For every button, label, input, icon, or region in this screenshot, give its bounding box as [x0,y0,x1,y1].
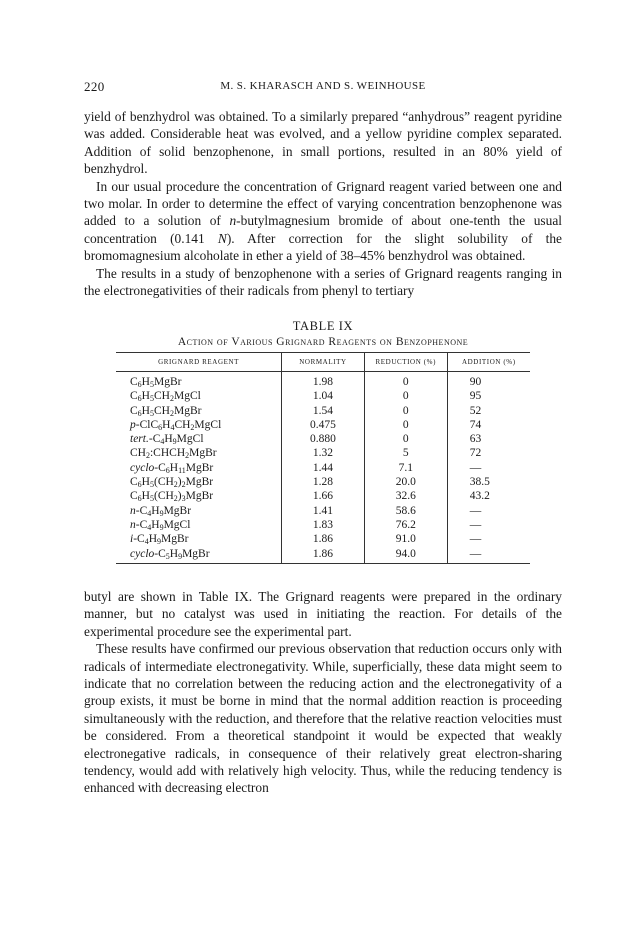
table-row [116,504,530,518]
page-number: 220 [84,79,105,94]
results-table [116,352,530,564]
normality-cell: 1.32 [282,446,365,460]
table-row [116,547,530,564]
paragraph: butyl are shown in Table IX. The Grignard reagents were prepared in the ordinary manner, but no catalyst was used in initiating the reaction. For details of the experimental procedure see the experimental part. [84,589,562,639]
reduction-cell: 76.2 [364,518,447,532]
table-row [116,446,530,460]
reagent-cell: $C_6H_5(CH_2)_2MgBr$ [130,476,214,490]
reagent-cell: $tert.-C_4H_9MgCl$ [130,433,204,447]
table-row [116,418,530,432]
addition-cell: — [447,461,530,475]
reduction-cell: 91.0 [364,532,447,546]
addition-cell: 95 [447,389,530,403]
addition-cell: — [447,504,530,518]
table-row [116,372,530,390]
table-row [116,389,530,403]
reagent-cell: cyclo-$C_6H_{11}MgBr$ [130,461,214,475]
reagent-cell: $C_6H_5(CH_2)_3MgBr$ [130,490,214,504]
reduction-cell: 58.6 [364,504,447,518]
reagent-cell: $C_6H_5CH_2MgCl$ [130,390,201,404]
paragraph: These results have confirmed our previous observation that reduction occurs only with radicals of intermediate electronegativity. While, superficially, these data might seem to indicate that no correlation between the reducing action and the electronegativity of a group exists, it must be borne in mind that the normal addition reaction is proceeding simultaneously with the reduction, and therefore that the relative reaction velocities must be considered. From a theoretical standpoint it would be expected that weakly electronegative radicals, in consequence of their relatively great electron-sharing tendency, would add with relatively high velocity. Thus, while the reducing tendency is enhanced with decreasing electron [84,641,562,796]
column-header: GRIGNARD REAGENT [116,353,282,372]
reagent-cell: $n-C_4H_9MgBr$ [130,504,192,518]
addition-cell: 43.2 [447,489,530,503]
normality-cell: 1.54 [282,404,365,418]
normality-cell: 1.86 [282,547,365,564]
addition-cell: — [447,532,530,546]
table-row [116,475,530,489]
normality-cell: 1.41 [282,504,365,518]
normality-cell: 1.83 [282,518,365,532]
normality-cell: 1.44 [282,461,365,475]
normality-cell: 1.98 [282,372,365,390]
table-row [116,532,530,546]
table-number: TABLE IX [292,319,354,333]
reagent-cell: cyclo-$C_5H_9MgBr$ [116,547,282,564]
addition-cell: — [447,547,530,564]
paragraph: In our usual procedure the concentration of Grignard reagent varied between one and two molar. In order to determine the effect of varying concentration benzophenone was added to a solution of n-butylmagnesium bromide of about one-tenth the usual concentration (0.141 N). After correction for the slight solubility of the bromomagnesium alcoholate in ether a yield of 38–45% benzhydrol was obtained. [84,178,562,264]
normality-cell: 1.86 [282,532,365,546]
reduction-cell: 5 [364,446,447,460]
normality-cell: 1.28 [282,475,365,489]
reagent-cell: $CH_2:CHCH_2MgBr$ [130,447,217,461]
addition-cell: 63 [447,432,530,446]
body-text-bottom [84,588,562,797]
reduction-cell: 0 [364,389,447,403]
addition-cell: — [447,518,530,532]
reagent-cell: $C_6H_5MgBr$ [130,376,182,389]
normality-cell: 1.04 [282,389,365,403]
reagent-cell: $p-ClC_6H_4CH_2MgCl$ [130,418,222,432]
table-header-row [116,353,530,372]
table-title: Action of Various Grignard Reagents on Benzophenone [177,336,469,348]
reduction-cell: 32.6 [364,489,447,503]
column-header: ADDITION (%) [447,353,530,372]
reduction-cell: 0 [364,372,447,390]
reduction-cell: 20.0 [364,475,447,489]
column-header: NORMALITY [282,353,365,372]
paragraph: The results in a study of benzophenone with a series of Grignard reagents ranging in the electronegativities of their radicals from phenyl to tertiary [84,265,562,299]
reagent-cell: $n-C_4H_9MgCl$ [130,518,191,532]
reduction-cell: 0 [364,404,447,418]
reduction-cell: 7.1 [364,461,447,475]
table-row [116,518,530,532]
table-body [116,372,530,564]
addition-cell: 52 [447,404,530,418]
running-title: M. S. KHARASCH AND S. WEINHOUSE [220,80,426,92]
page-header [84,79,562,95]
addition-cell: 90 [447,372,530,390]
normality-cell: 1.66 [282,489,365,503]
reduction-cell: 0 [364,418,447,432]
table-row [116,404,530,418]
addition-cell: 74 [447,418,530,432]
table-row [116,432,530,446]
reduction-cell: 0 [364,432,447,446]
paragraph: yield of benzhydrol was obtained. To a similarly prepared “anhydrous” reagent pyridine was added. Considerable heat was evolved, and a yellow pyridine complex separated. Addition of solid benzophenone, in small portions, resulted in an 80% yield of benzhydrol. [84,109,562,177]
addition-cell: 38.5 [447,475,530,489]
addition-cell: 72 [447,446,530,460]
table-row [116,461,530,475]
body-text-top [84,108,562,299]
normality-cell: 0.475 [282,418,365,432]
normality-cell: 0.880 [282,432,365,446]
column-header: REDUCTION (%) [364,353,447,372]
reagent-cell: $C_6H_5CH_2MgBr$ [130,404,202,418]
reagent-cell: $i-C_4H_9MgBr$ [130,533,189,547]
reduction-cell: 94.0 [364,547,447,564]
table-row [116,489,530,503]
